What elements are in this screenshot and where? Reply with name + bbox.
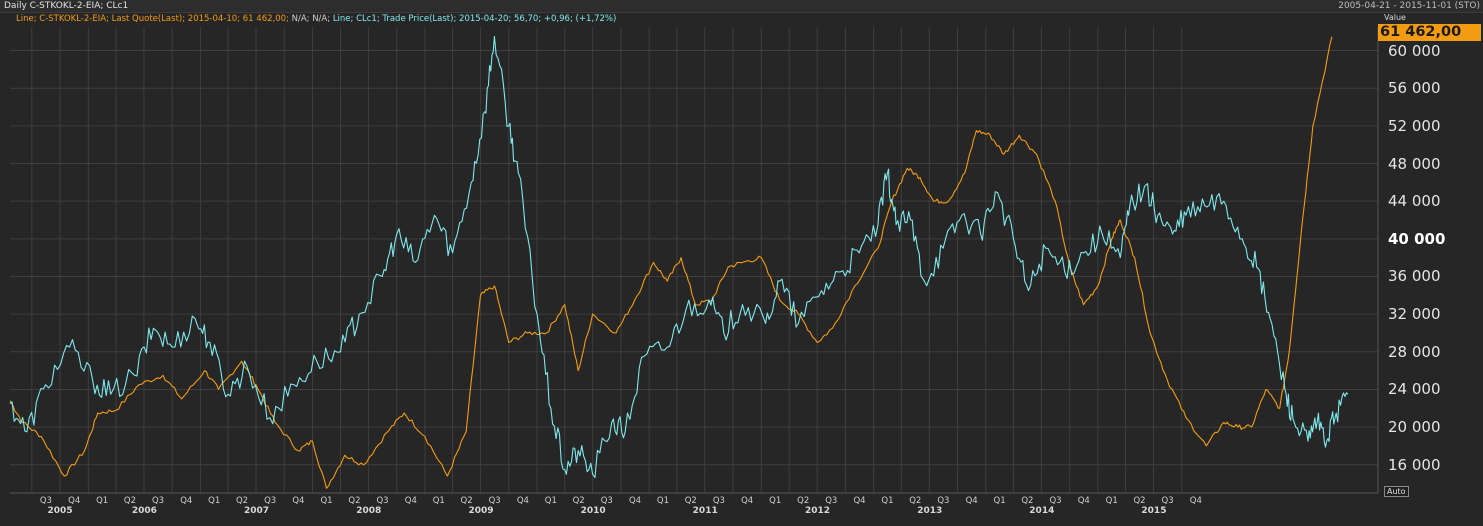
y-tick-label: 60 000 bbox=[1388, 41, 1441, 60]
quarter-tick-label: Q1 bbox=[881, 496, 894, 506]
y-tick-label: 52 000 bbox=[1388, 116, 1441, 135]
year-tick-label: 2013 bbox=[917, 506, 943, 516]
year-tick-label: 2012 bbox=[804, 506, 830, 516]
y-tick-label: 16 000 bbox=[1388, 455, 1441, 474]
quarter-tick-label: Q1 bbox=[769, 496, 782, 506]
quarter-tick-label: Q4 bbox=[404, 496, 417, 506]
legend-crude-date: 2015-04-20; bbox=[459, 14, 512, 24]
y-tick-label: 56 000 bbox=[1388, 79, 1441, 98]
year-tick-label: 2010 bbox=[580, 506, 606, 516]
quarter-tick-label: Q2 bbox=[348, 496, 361, 506]
year-tick-label: 2014 bbox=[1029, 506, 1055, 516]
quarter-tick-label: Q2 bbox=[797, 496, 810, 506]
quarter-tick-label: Q2 bbox=[684, 496, 697, 506]
chart-title: Daily C-STKOKL-2-EIA; CLc1 bbox=[4, 1, 129, 11]
quarter-tick-label: Q1 bbox=[656, 496, 670, 506]
quarter-tick-label: Q1 bbox=[208, 496, 221, 506]
quarter-tick-label: Q4 bbox=[628, 496, 642, 506]
auto-scale-button[interactable]: Auto bbox=[1384, 486, 1409, 497]
year-tick-label: 2009 bbox=[468, 506, 494, 516]
quarter-tick-label: Q3 bbox=[825, 496, 838, 506]
legend-crude-prefix[interactable]: Line; CLc1; Trade Price(Last); bbox=[332, 14, 457, 24]
year-tick-label: 2008 bbox=[356, 506, 382, 516]
quarter-tick-label: Q4 bbox=[741, 496, 754, 506]
quarter-tick-label: Q3 bbox=[151, 496, 165, 506]
y-tick-label: 40 000 bbox=[1388, 229, 1446, 248]
quarter-tick-label: Q4 bbox=[965, 496, 978, 506]
quarter-tick-label: Q1 bbox=[96, 496, 109, 506]
legend-crude-value: 56,70; bbox=[514, 14, 542, 24]
date-range: 2005-04-21 - 2015-11-01 (STO) bbox=[1338, 1, 1480, 11]
legend-stocks-prefix[interactable]: Line; C-STKOKL-2-EIA; Last Quote(Last); bbox=[16, 14, 186, 24]
year-tick-label: 2015 bbox=[1141, 506, 1167, 516]
quarter-tick-label: Q3 bbox=[39, 496, 52, 506]
quarter-tick-label: Q2 bbox=[235, 496, 249, 506]
quarter-tick-label: Q2 bbox=[460, 496, 473, 506]
quarter-tick-label: Q4 bbox=[1077, 496, 1090, 506]
legend-crude-change: +0,96; (+1,72%) bbox=[543, 14, 617, 24]
quarter-tick-label: Q3 bbox=[1161, 496, 1174, 506]
y-tick-label: 32 000 bbox=[1388, 305, 1441, 324]
quarter-tick-label: Q3 bbox=[937, 496, 950, 506]
quarter-tick-label: Q4 bbox=[180, 496, 193, 506]
quarter-tick-label: Q2 bbox=[1133, 496, 1146, 506]
quarter-tick-label: Q1 bbox=[993, 496, 1006, 506]
plot-area[interactable] bbox=[10, 27, 1378, 493]
y-tick-label: 28 000 bbox=[1388, 342, 1441, 361]
legend-stocks-value: 61 462,00; bbox=[242, 14, 289, 24]
y-tick-label: 20 000 bbox=[1388, 418, 1441, 437]
quarter-tick-label: Q2 bbox=[1021, 496, 1034, 506]
quarter-tick-label: Q3 bbox=[376, 496, 389, 506]
quarter-tick-label: Q1 bbox=[432, 496, 445, 506]
quarter-tick-label: Q4 bbox=[1189, 496, 1202, 506]
quarter-tick-label: Q1 bbox=[320, 496, 333, 506]
legend-stocks-date: 2015-04-10; bbox=[187, 14, 241, 24]
quarter-tick-label: Q1 bbox=[544, 496, 557, 506]
quarter-tick-label: Q3 bbox=[712, 496, 725, 506]
year-tick-label: 2006 bbox=[131, 506, 157, 516]
year-tick-label: 2005 bbox=[47, 506, 73, 516]
y-tick-label: 36 000 bbox=[1388, 267, 1441, 286]
quarter-tick-label: Q3 bbox=[600, 496, 613, 506]
y-tick-label: 48 000 bbox=[1388, 154, 1441, 173]
quarter-tick-label: Q3 bbox=[488, 496, 501, 506]
quarter-tick-label: Q2 bbox=[123, 496, 136, 506]
quarter-tick-label: Q4 bbox=[853, 496, 866, 506]
quarter-tick-label: Q4 bbox=[292, 496, 305, 506]
quarter-tick-label: Q1 bbox=[1105, 496, 1118, 506]
year-tick-label: 2007 bbox=[243, 506, 269, 516]
y-tick-label: 24 000 bbox=[1388, 380, 1441, 399]
quarter-tick-label: Q3 bbox=[264, 496, 277, 506]
y-tick-label: 44 000 bbox=[1388, 192, 1441, 211]
value-axis-header: Value bbox=[1384, 13, 1406, 22]
year-tick-label: 2011 bbox=[692, 506, 718, 516]
quarter-tick-label: Q4 bbox=[516, 496, 529, 506]
quarter-tick-label: Q2 bbox=[909, 496, 922, 506]
quarter-tick-label: Q3 bbox=[1049, 496, 1062, 506]
quarter-tick-label: Q2 bbox=[572, 496, 585, 506]
last-value-badge: 61 462,00 bbox=[1378, 24, 1481, 41]
legend-na: N/A; N/A; bbox=[291, 14, 331, 24]
quarter-tick-label: Q4 bbox=[68, 496, 81, 506]
